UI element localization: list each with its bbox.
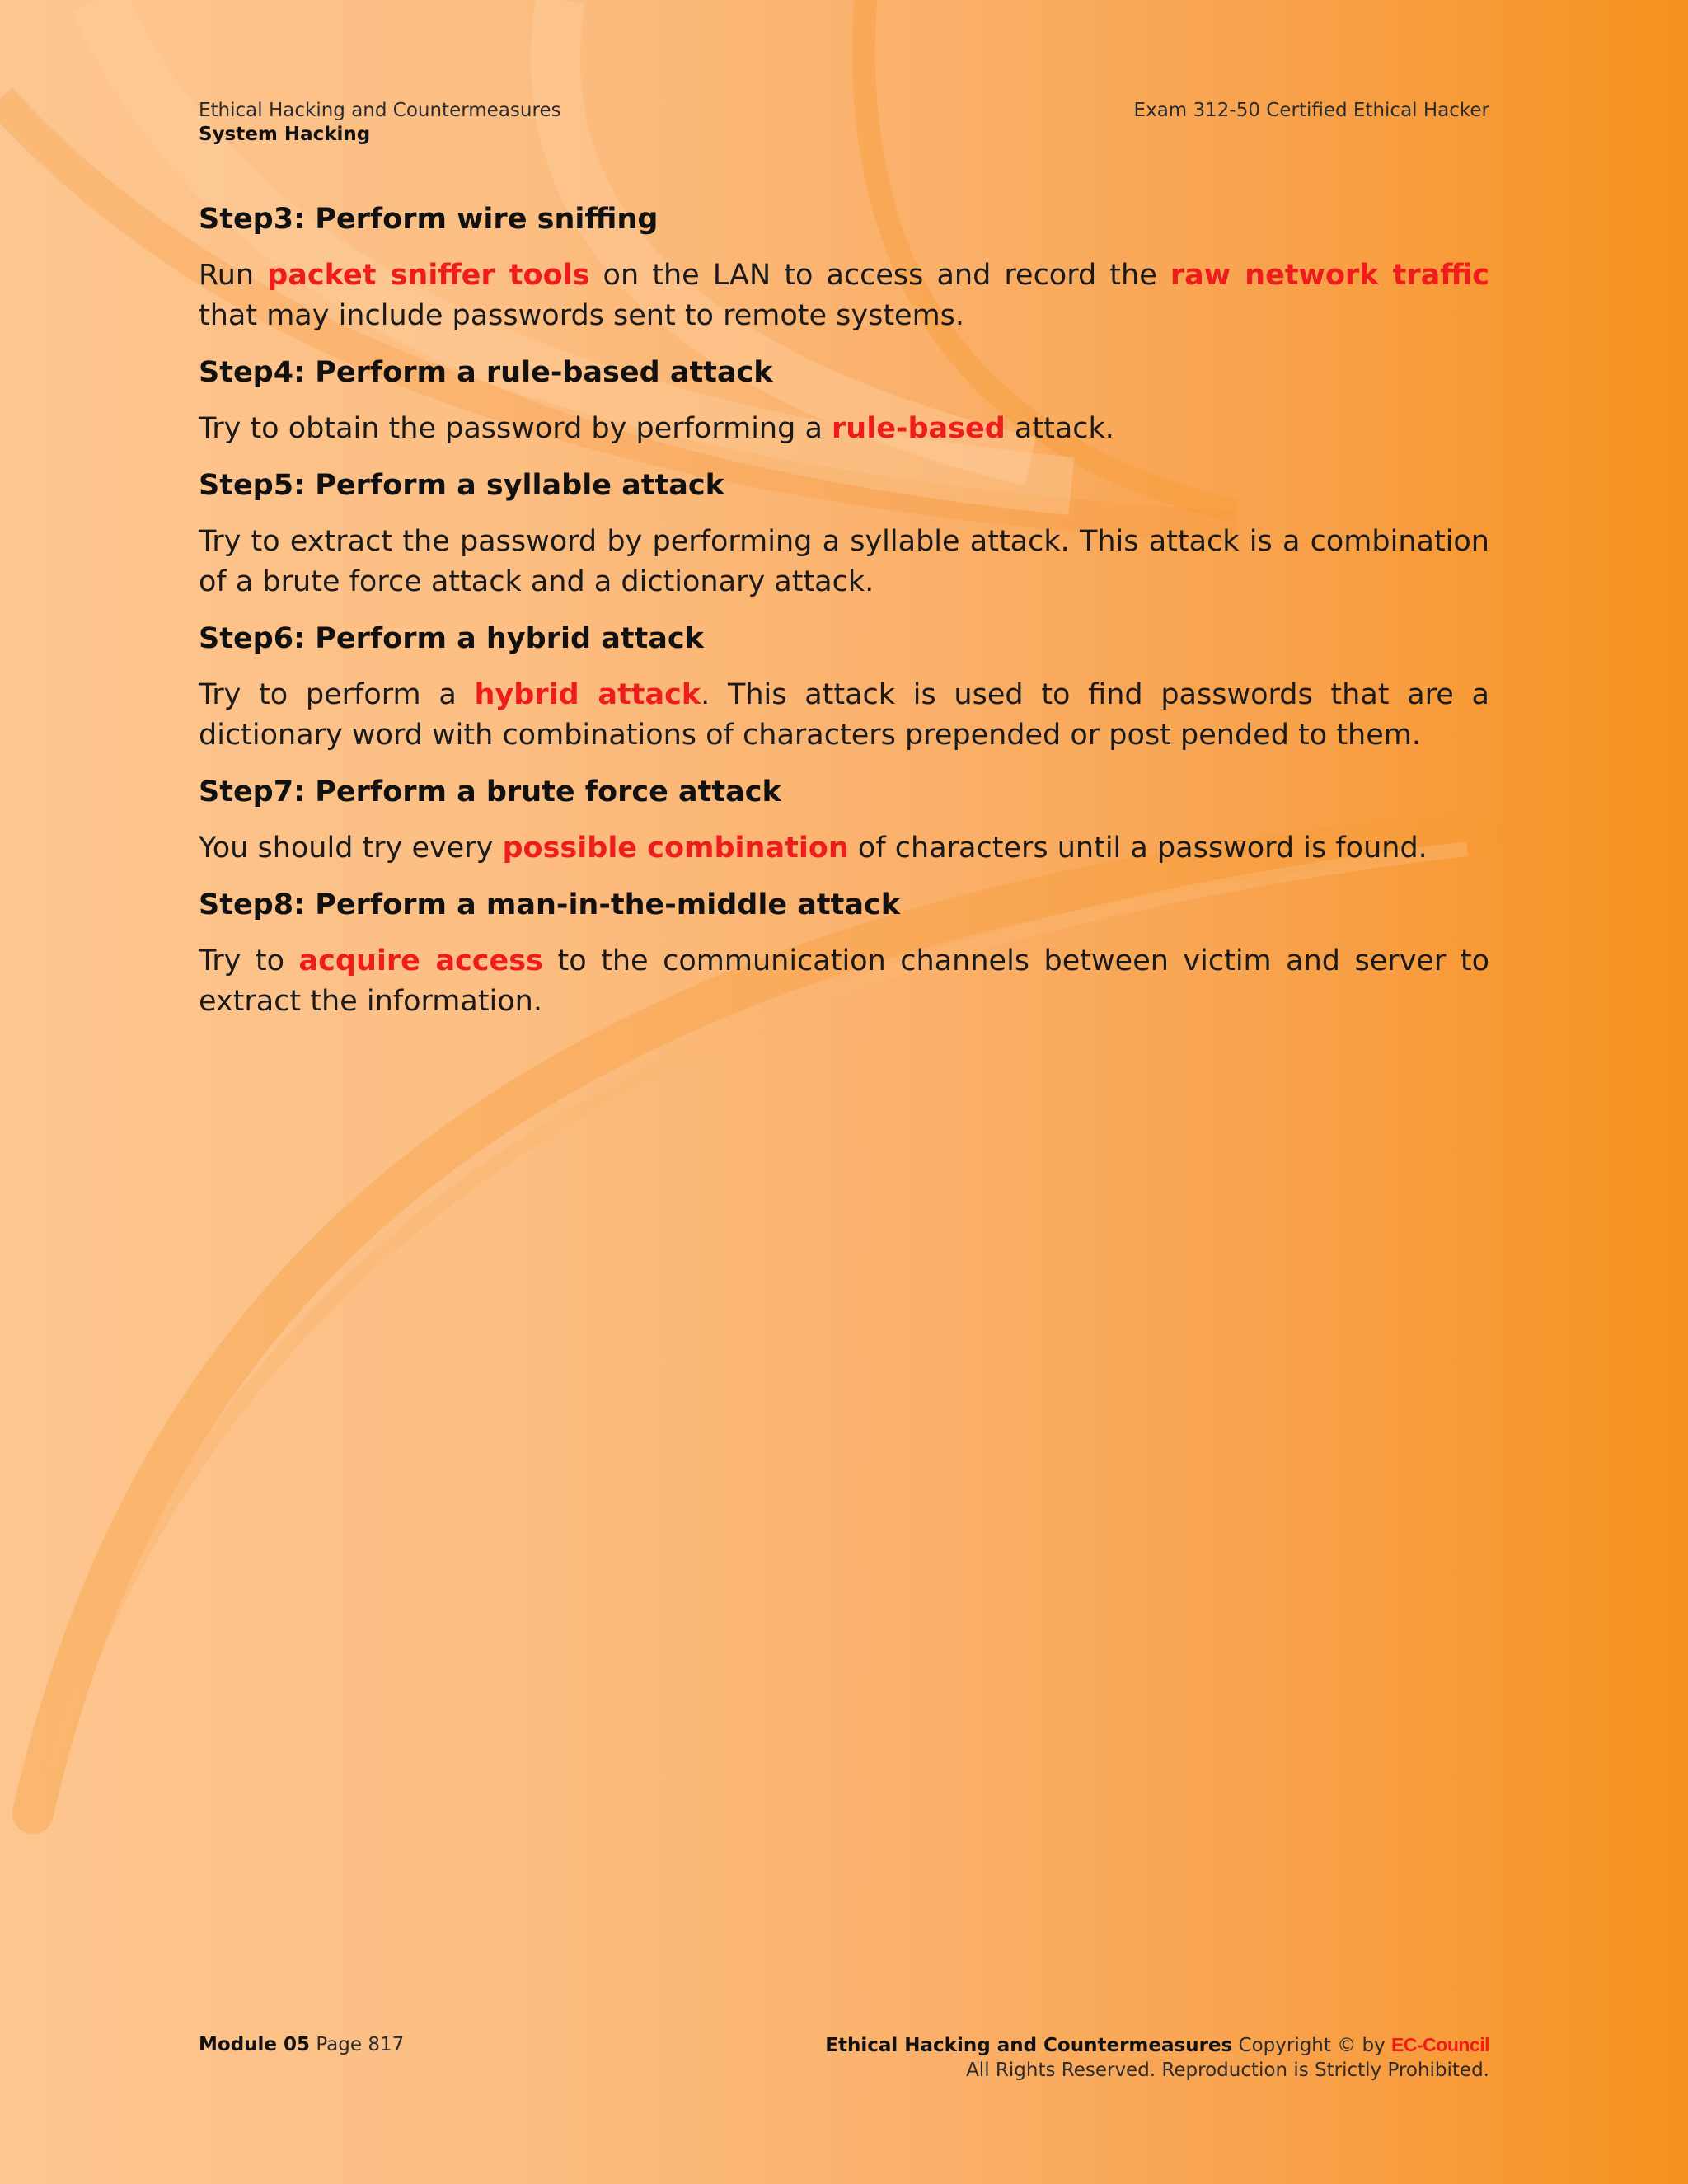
text-run: You should try every [199,832,503,865]
copyright-course: Ethical Hacking and Countermeasures [825,2035,1233,2056]
highlighted-term: acquire access [298,944,543,977]
footer-copyright [825,2032,1489,2083]
highlighted-term: packet sniffer tools [267,259,590,292]
step-heading: Step8: Perform a man-in-the-middle attack [199,888,901,921]
text-run: Run [199,259,268,292]
footer-page-info [199,2032,404,2057]
text-run: that may include passwords sent to remote systems. [199,299,965,332]
step-paragraph [199,409,1489,449]
highlighted-term: hybrid attack [474,678,701,711]
step-4 [199,354,1489,449]
text-run: . This attack is used to find passwords that are a dictionary word with combinations of characters prepended or post pended to them. [199,678,1489,752]
module-label: Module 05 [199,2034,311,2055]
step-heading: Step5: Perform a syllable attack [199,469,724,502]
copyright-line [825,2032,1489,2058]
document-body [199,201,1489,1040]
text-run: of characters until a password is found. [848,832,1428,865]
text-run: attack. [1005,412,1114,445]
step-paragraph [199,675,1489,756]
step-8 [199,887,1489,1022]
highlighted-term: rule-based [832,412,1006,445]
header-course-title: Ethical Hacking and Countermeasures [199,100,561,121]
copyright-text: Copyright © by [1238,2035,1386,2056]
step-heading: Step4: Perform a rule-based attack [199,356,773,389]
text-run: Try to [199,944,299,977]
step-paragraph: Try to extract the password by performing a syllable attack. This attack is a combination of a brute force attack and a dictionary attack. [199,525,1489,598]
page-header [199,99,1489,148]
highlighted-term: possible combination [502,832,849,865]
ec-council-logo: EC-Council [1391,2034,1489,2055]
rights-line: All Rights Reserved. Reproduction is Strictly Prohibited. [966,2060,1489,2081]
header-exam-title: Exam 312-50 Certified Ethical Hacker [1133,100,1489,121]
step-heading: Step6: Perform a hybrid attack [199,622,704,655]
header-module-title: System Hacking [199,124,371,145]
text-run: Try to obtain the password by performing a [199,412,832,445]
step-paragraph [199,828,1489,869]
step-paragraph [199,941,1489,1022]
step-heading: Step7: Perform a brute force attack [199,776,781,808]
step-5 [199,467,1489,602]
step-paragraph [199,255,1489,336]
page-number: Page 817 [316,2034,405,2055]
step-6 [199,621,1489,756]
text-run: to the communication channels between victim and server to extract the information. [199,944,1489,1018]
text-run: on the LAN to access and record the [589,259,1170,292]
text-run: Try to perform a [199,678,475,711]
step-3 [199,201,1489,336]
step-heading: Step3: Perform wire sniffing [199,203,659,236]
header-left [199,99,561,147]
highlighted-term: raw network traffic [1170,259,1489,292]
step-7 [199,774,1489,869]
